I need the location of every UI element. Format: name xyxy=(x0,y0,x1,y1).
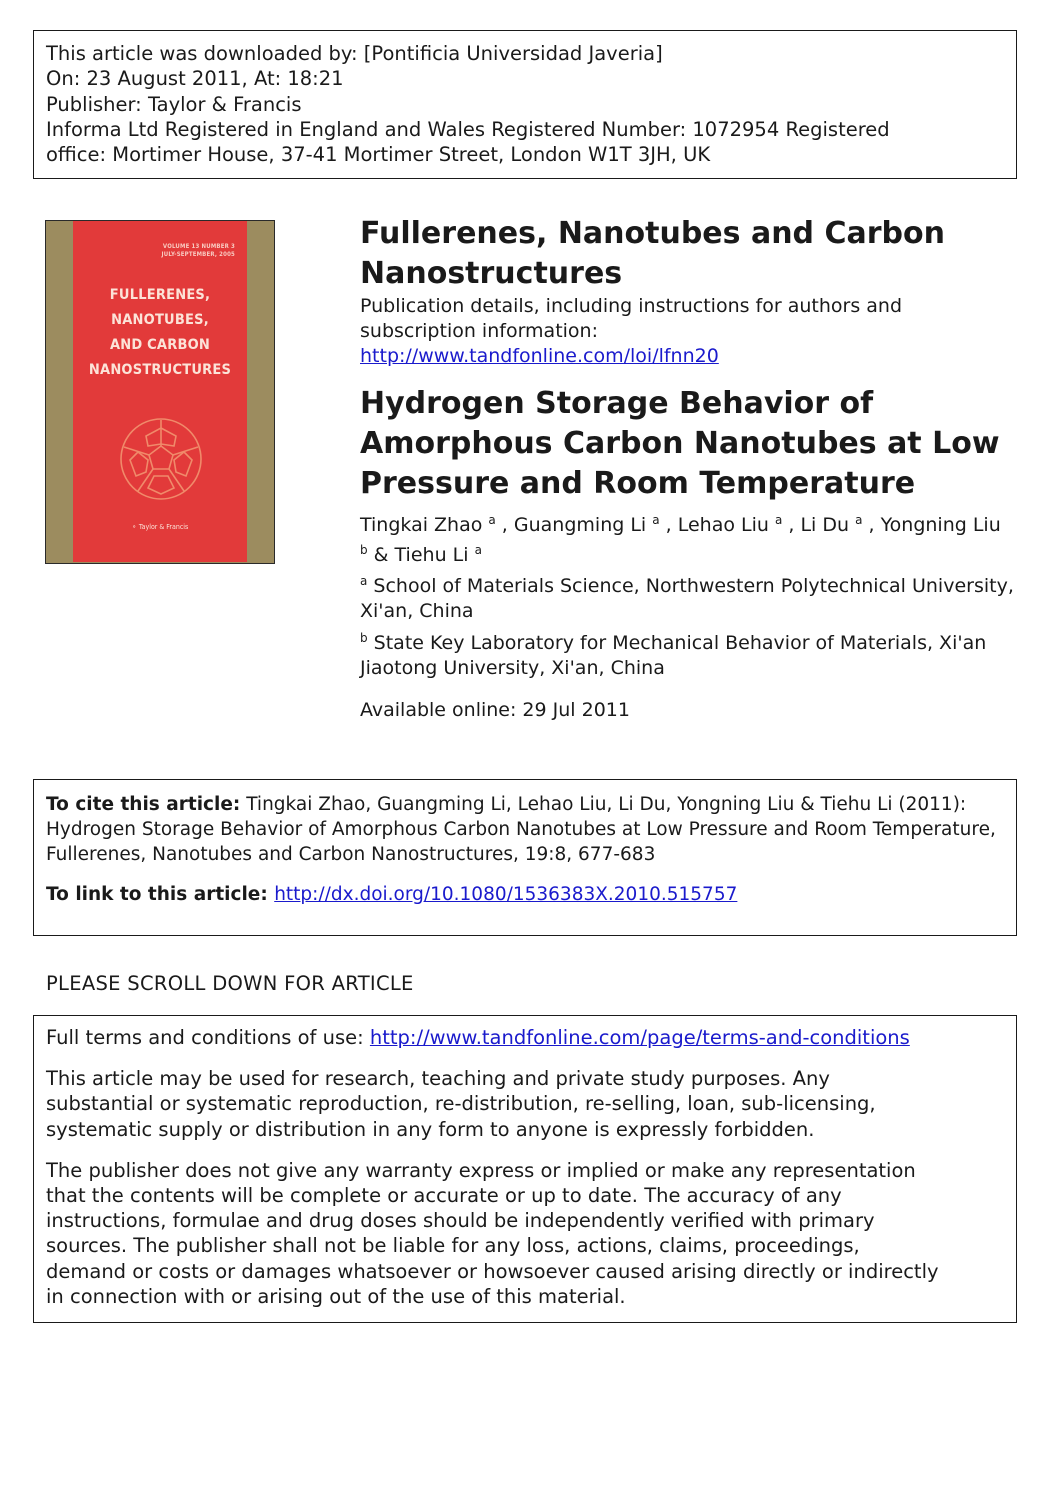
cover-volume-line: VOLUME 13 NUMBER 3 xyxy=(162,243,235,250)
terms-line: sources. The publisher shall not be liable for any loss, actions, claims, proceedings, xyxy=(46,1234,860,1258)
affiliation-b xyxy=(360,631,1020,681)
cover-volume xyxy=(162,243,235,259)
journal-title xyxy=(360,214,945,294)
author-name: Yongning Liu xyxy=(880,514,1001,536)
author-affiliation-mark: a xyxy=(488,513,496,527)
terms-line: demand or costs or damages whatsoever or howsoever caused arising directly or indirectly xyxy=(46,1259,939,1283)
cover-title-line: NANOTUBES, xyxy=(111,312,209,328)
citation-line: Tingkai Zhao, Guangming Li, Lehao Liu, Li Du, Yongning Liu & Tiehu Li (2011): xyxy=(240,794,967,815)
author-list xyxy=(360,510,1020,570)
citation-line: Fullerenes, Nanotubes and Carbon Nanostructures, 19:8, 677-683 xyxy=(46,844,656,865)
cover-title-line: NANOSTRUCTURES xyxy=(88,362,232,378)
scroll-notice: PLEASE SCROLL DOWN FOR ARTICLE xyxy=(46,972,414,995)
citation-box xyxy=(33,779,1017,936)
citation-text xyxy=(46,792,1004,867)
author-name: Lehao Liu xyxy=(677,514,769,536)
journal-link[interactable]: http://www.tandfonline.com/loi/lfnn20 xyxy=(360,345,719,367)
download-notice-box xyxy=(33,30,1017,179)
terms-link[interactable]: http://www.tandfonline.com/page/terms-and-conditions xyxy=(369,1026,910,1049)
article-title-line: Amorphous Carbon Nanotubes at Low xyxy=(360,426,1000,461)
terms-paragraph-warranty xyxy=(46,1158,1004,1309)
article-link-row xyxy=(46,882,1004,907)
journal-cover-image xyxy=(45,220,275,564)
terms-box xyxy=(33,1015,1017,1323)
available-online-date: Available online: 29 Jul 2011 xyxy=(360,699,630,721)
affiliation-line: School of Materials Science, Northwestern Polytechnical University, xyxy=(373,575,1014,597)
publication-details-line: subscription information: xyxy=(360,320,598,342)
article-title xyxy=(360,384,1040,504)
author-affiliation-mark: a xyxy=(474,543,482,557)
article-title-line: Hydrogen Storage Behavior of xyxy=(360,386,874,421)
terms-line: The publisher does not give any warranty express or implied or make any representation xyxy=(46,1158,916,1182)
article-title-line: Pressure and Room Temperature xyxy=(360,466,916,501)
terms-line: that the contents will be complete or accurate or up to date. The accuracy of any xyxy=(46,1184,842,1208)
citation-line: Hydrogen Storage Behavior of Amorphous Carbon Nanotubes at Low Pressure and Room Temperature, xyxy=(46,819,996,840)
affiliation-mark: b xyxy=(360,631,368,645)
doi-link[interactable]: http://dx.doi.org/10.1080/1536383X.2010.515757 xyxy=(274,884,738,905)
cover-title xyxy=(73,283,247,383)
fullerene-ball-icon xyxy=(118,416,204,502)
publication-details xyxy=(360,294,1020,369)
terms-line: instructions, formulae and drug doses should be independently verified with primary xyxy=(46,1209,875,1233)
cover-title-line: FULLERENES, xyxy=(109,287,211,303)
cite-label: To cite this article: xyxy=(46,794,241,815)
cover-publisher-logo xyxy=(73,523,247,531)
terms-line: This article may be used for research, teaching and private study purposes. Any xyxy=(46,1067,830,1091)
author-separator: , xyxy=(862,514,881,536)
author-name: Tiehu Li xyxy=(394,544,469,566)
terms-line: systematic supply or distribution in any form to anyone is expressly forbidden. xyxy=(46,1117,815,1141)
cover-volume-line: JULY-SEPTEMBER, 2005 xyxy=(161,251,235,258)
download-line: office: Mortimer House, 37-41 Mortimer Street, London W1T 3JH, UK xyxy=(46,143,711,167)
affiliation-mark: a xyxy=(360,574,368,588)
author-name: Guangming Li xyxy=(513,514,647,536)
cover-publisher-name: Taylor & Francis xyxy=(138,523,189,531)
link-label: To link to this article: xyxy=(46,884,275,905)
terms-row xyxy=(46,1025,1004,1050)
author-separator: , xyxy=(495,514,514,536)
terms-label: Full terms and conditions of use: xyxy=(46,1026,370,1049)
author-separator: , xyxy=(782,514,801,536)
cover-title-line: AND CARBON xyxy=(109,337,211,353)
affiliation-line: Xi'an, China xyxy=(360,600,474,622)
download-line: Informa Ltd Registered in England and Wales Registered Number: 1072954 Registered xyxy=(46,117,890,141)
author-affiliation-mark: b xyxy=(360,543,368,557)
download-line: On: 23 August 2011, At: 18:21 xyxy=(46,67,344,91)
terms-paragraph-usage xyxy=(46,1066,1004,1142)
journal-title-line: Nanostructures xyxy=(360,256,623,291)
author-affiliation-mark: a xyxy=(855,513,863,527)
publication-details-line: Publication details, including instructions for authors and xyxy=(360,295,903,317)
journal-title-line: Fullerenes, Nanotubes and Carbon xyxy=(360,216,945,251)
terms-line: in connection with or arising out of the use of this material. xyxy=(46,1284,626,1308)
affiliation-a xyxy=(360,574,1020,624)
author-separator: & xyxy=(367,544,395,566)
download-line: Publisher: Taylor & Francis xyxy=(46,92,302,116)
author-name: Tingkai Zhao xyxy=(360,514,483,536)
affiliation-line: Jiaotong University, Xi'an, China xyxy=(360,657,665,679)
affiliation-line: State Key Laboratory for Mechanical Behavior of Materials, Xi'an xyxy=(373,632,987,654)
author-affiliation-mark: a xyxy=(652,513,660,527)
author-name: Li Du xyxy=(800,514,850,536)
author-affiliation-mark: a xyxy=(774,513,783,527)
taylor-francis-logo-icon: ⚬ xyxy=(131,523,139,531)
terms-line: substantial or systematic reproduction, re-distribution, re-selling, loan, sub-licensing, xyxy=(46,1092,876,1116)
cover-red-panel xyxy=(73,221,247,562)
author-separator: , xyxy=(659,514,678,536)
download-line: This article was downloaded by: [Pontificia Universidad Javeria] xyxy=(46,42,663,65)
